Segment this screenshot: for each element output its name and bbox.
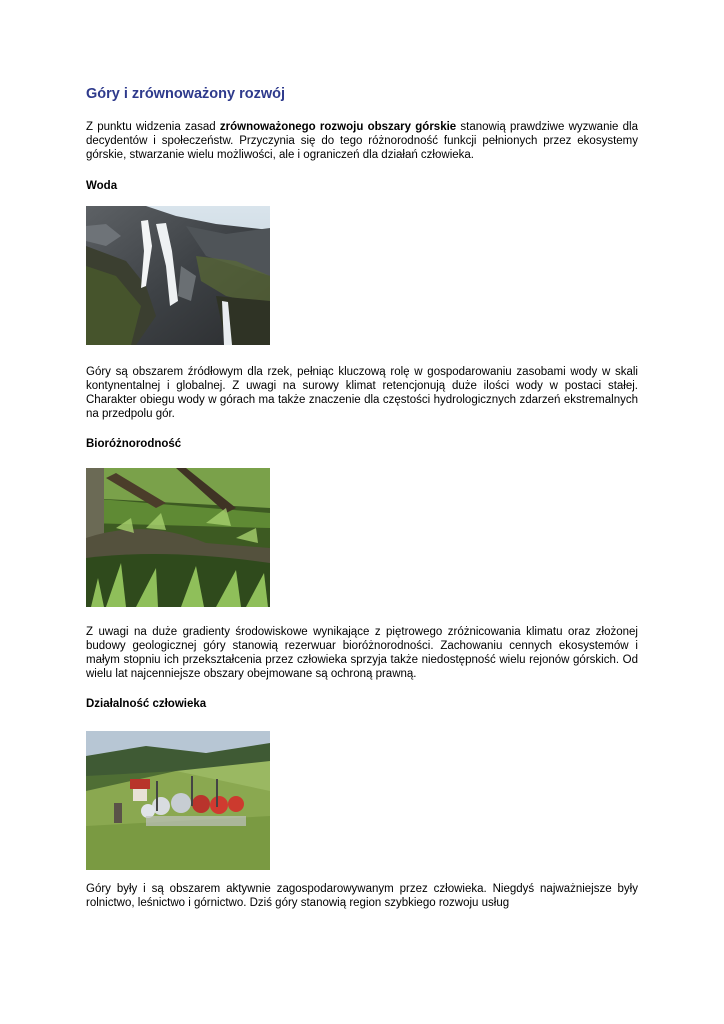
section-text-dzialalnosc-czlowieka: Góry były i są obszarem aktywnie zagospodarowywanym przez człowieka. Niegdyś najważniejsze były rolnictwo, leśnictwo i górnictwo. Dziś góry stanowią region szybkiego rozwoju usług (86, 883, 638, 909)
page-title: Góry i zrównoważony rozwój (86, 86, 285, 102)
intro-text-bold: zrównoważonego rozwoju obszary górskie (219, 121, 457, 133)
section-heading-woda: Woda (86, 180, 118, 192)
intro-text-start: Z punktu widzenia zasad (86, 121, 220, 133)
intro-paragraph (86, 120, 638, 162)
section-text-bioroznorodnosc: Z uwagi na duże gradienty środowiskowe wynikające z piętrowego zróżnicowania klimatu oraz złożonej budowy geologicznej góry stanowią rezerwuar bioróżnorodności. Zachowaniu cennych ekosystemów i małym stopniu ich przekształcenia przez człowieka sprzyja także niedostępność wielu rejonów górskich. Od wielu lat najcenniejsze obszary obejmowane są ochroną prawną. (86, 626, 638, 680)
section-text-woda: Góry są obszarem źródłowym dla rzek, pełniąc kluczową rolę w gospodarowaniu zasobami wody w skali kontynentalnej i globalnej. Z uwagi na surowy klimat retencjonują duże ilości wody w postaci stałej. Charakter obiegu wody w górach ma także znaczenie dla częstości hydrologicznych zdarzeń ekstremalnych na przedpolu gór. (86, 366, 638, 420)
section-heading-dzialalnosc-czlowieka: Działalność człowieka (86, 698, 207, 710)
intro-text-end: stanowią prawdziwe wyzwanie dla decydentów i społeczeństw. Przyczynia się do tego różnorodność funkcji pełnionych przez ekosystemy górskie, stwarzanie wielu możliwości, ale i ograniczeń dla działań człowieka. (86, 121, 638, 161)
waterfall-photo (86, 206, 270, 345)
section-heading-bioroznorodnosc: Bioróżnorodność (86, 438, 182, 450)
ski-slope-snow-cannons-photo (86, 731, 270, 870)
forest-ferns-photo (86, 468, 270, 607)
